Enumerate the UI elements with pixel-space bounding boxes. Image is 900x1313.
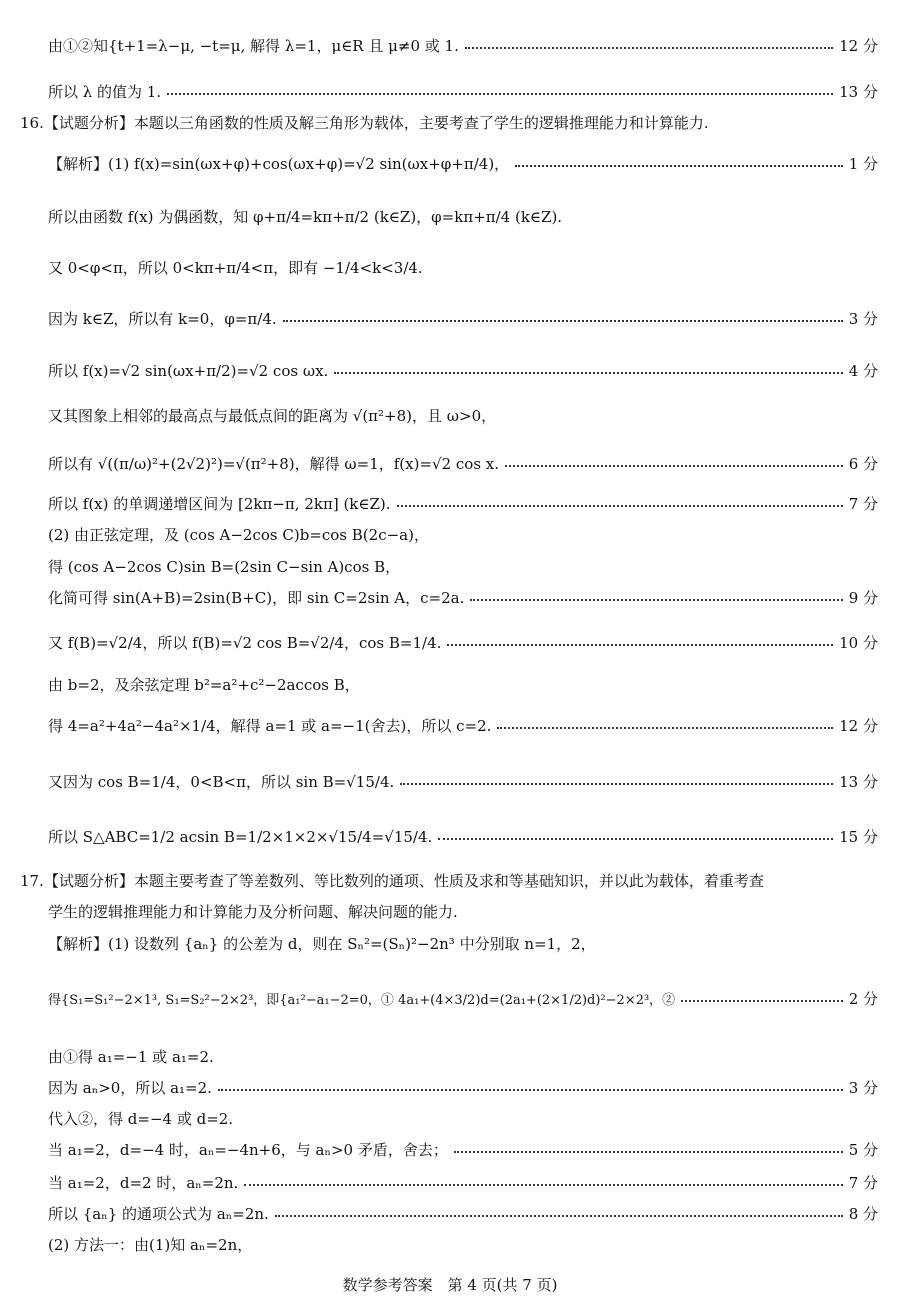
dot-leader bbox=[438, 838, 833, 840]
line-text: 所以有 √((π/ω)²+(2√2)²)=√(π²+8)，解得 ω=1，f(x)=√2 cos x. bbox=[48, 455, 500, 473]
score-label: 15 分 bbox=[839, 828, 878, 846]
line-02 bbox=[48, 81, 878, 102]
line-15 bbox=[48, 632, 878, 653]
line-text: 17.【试题分析】本题主要考查了等差数列、等比数列的通项、性质及求和等基础知识，并以此为载体，着重考查 bbox=[20, 872, 764, 890]
line-04 bbox=[48, 153, 878, 174]
dot-leader bbox=[244, 1184, 842, 1186]
dot-leader bbox=[218, 1089, 843, 1091]
line-23 bbox=[48, 988, 878, 1009]
line-01 bbox=[48, 35, 878, 56]
line-14 bbox=[48, 587, 878, 608]
line-22 bbox=[48, 933, 878, 954]
dot-leader bbox=[470, 599, 842, 601]
dot-leader bbox=[505, 465, 843, 467]
question-17-analysis bbox=[20, 870, 878, 891]
score-label: 9 分 bbox=[848, 589, 878, 607]
line-text: (2) 方法一：由(1)知 aₙ=2n， bbox=[48, 1236, 253, 1254]
score-label: 5 分 bbox=[848, 1141, 878, 1159]
line-text: 学生的逻辑推理能力和计算能力及分析问题、解决问题的能力. bbox=[48, 903, 458, 921]
line-08 bbox=[48, 360, 878, 381]
line-text: 所以 λ 的值为 1. bbox=[48, 83, 162, 101]
line-17 bbox=[48, 715, 878, 736]
line-text: 因为 aₙ>0，所以 a₁=2. bbox=[48, 1079, 212, 1097]
line-26 bbox=[48, 1108, 878, 1129]
score-label: 3 分 bbox=[848, 1079, 878, 1097]
line-text: 代入②，得 d=−4 或 d=2. bbox=[48, 1110, 234, 1128]
line-text: 所以 f(x) 的单调递增区间为 [2kπ−π, 2kπ] (k∈Z). bbox=[48, 495, 391, 513]
line-27 bbox=[48, 1139, 878, 1160]
page-footer: 数学参考答案 第 4 页(共 7 页) bbox=[342, 1276, 558, 1294]
score-label: 13 分 bbox=[839, 83, 878, 101]
line-10 bbox=[48, 453, 878, 474]
score-label: 12 分 bbox=[839, 717, 878, 735]
line-text: 所以 {aₙ} 的通项公式为 aₙ=2n. bbox=[48, 1205, 269, 1223]
line-text: (2) 由正弦定理，及 (cos A−2cos C)b=cos B(2c−a)， bbox=[48, 526, 429, 544]
dot-leader bbox=[515, 165, 843, 167]
score-label: 1 分 bbox=[848, 155, 878, 173]
question-16-analysis bbox=[20, 112, 878, 133]
dot-leader bbox=[497, 727, 833, 729]
line-28 bbox=[48, 1172, 878, 1193]
line-text: 由①得 a₁=−1 或 a₁=2. bbox=[48, 1048, 214, 1066]
line-text: 由①②知{t+1=λ−μ, −t=μ, 解得 λ=1，μ∈R 且 μ≠0 或 1. bbox=[48, 37, 459, 55]
line-text: 【解析】(1) f(x)=sin(ωx+φ)+cos(ωx+φ)=√2 sin(ωx+φ+π/4)， bbox=[48, 155, 510, 173]
score-label: 4 分 bbox=[848, 362, 878, 380]
line-text: 16.【试题分析】本题以三角函数的性质及解三角形为载体，主要考查了学生的逻辑推理能力和计算能力. bbox=[20, 114, 709, 132]
score-label: 10 分 bbox=[839, 634, 878, 652]
dot-leader bbox=[334, 372, 842, 374]
line-19 bbox=[48, 826, 878, 847]
line-text: 又 f(B)=√2/4，所以 f(B)=√2 cos B=√2/4，cos B=1/4. bbox=[48, 634, 442, 652]
score-label: 7 分 bbox=[848, 1174, 878, 1192]
line-text: 由 b=2，及余弦定理 b²=a²+c²−2accos B， bbox=[48, 676, 360, 694]
score-label: 8 分 bbox=[848, 1205, 878, 1223]
line-21 bbox=[48, 901, 878, 922]
line-24 bbox=[48, 1046, 878, 1067]
line-05 bbox=[48, 206, 878, 227]
line-text: 所以 S△ABC=1/2 acsin B=1/2×1×2×√15/4=√15/4. bbox=[48, 828, 433, 846]
line-text: 又因为 cos B=1/4，0<B<π，所以 sin B=√15/4. bbox=[48, 773, 395, 791]
score-label: 12 分 bbox=[839, 37, 878, 55]
line-11 bbox=[48, 493, 878, 514]
line-text: 所以 f(x)=√2 sin(ωx+π/2)=√2 cos ωx. bbox=[48, 362, 329, 380]
dot-leader bbox=[283, 320, 843, 322]
line-13 bbox=[48, 556, 878, 577]
score-label: 7 分 bbox=[848, 495, 878, 513]
dot-leader bbox=[454, 1151, 843, 1153]
dot-leader bbox=[447, 644, 833, 646]
line-25 bbox=[48, 1077, 878, 1098]
line-09 bbox=[48, 405, 878, 426]
line-text: 化简可得 sin(A+B)=2sin(B+C)，即 sin C=2sin A，c=2a. bbox=[48, 589, 465, 607]
line-06 bbox=[48, 257, 878, 278]
line-07 bbox=[48, 308, 878, 329]
line-text: 当 a₁=2，d=2 时，aₙ=2n. bbox=[48, 1174, 239, 1192]
line-text: 又 0<φ<π，所以 0<kπ+π/4<π，即有 −1/4<k<3/4. bbox=[48, 259, 423, 277]
dot-leader bbox=[167, 93, 833, 95]
line-text: 得{S₁=S₁²−2×1³, S₁=S₂²−2×2³，即{a₁²−a₁−2=0，① 4a₁+(4×3/2)d=(2a₁+(2×1/2)d)²−2×2³，② bbox=[48, 993, 676, 1008]
dot-leader bbox=[400, 783, 833, 785]
line-text: 当 a₁=2，d=−4 时，aₙ=−4n+6，与 aₙ>0 矛盾，舍去； bbox=[48, 1141, 448, 1159]
score-label: 6 分 bbox=[848, 455, 878, 473]
line-text: 因为 k∈Z，所以有 k=0，φ=π/4. bbox=[48, 310, 277, 328]
line-30 bbox=[48, 1234, 878, 1255]
score-label: 3 分 bbox=[848, 310, 878, 328]
line-18 bbox=[48, 771, 878, 792]
line-12 bbox=[48, 524, 878, 545]
line-text: 得 4=a²+4a²−4a²×1/4，解得 a=1 或 a=−1(舍去)，所以 c=2. bbox=[48, 717, 492, 735]
line-text: 得 (cos A−2cos C)sin B=(2sin C−sin A)cos B， bbox=[48, 558, 401, 576]
dot-leader bbox=[275, 1215, 843, 1217]
dot-leader bbox=[465, 47, 833, 49]
line-text: 又其图象上相邻的最高点与最低点间的距离为 √(π²+8)，且 ω>0， bbox=[48, 407, 497, 425]
line-29 bbox=[48, 1203, 878, 1224]
score-label: 2 分 bbox=[848, 990, 878, 1008]
line-text: 所以由函数 f(x) 为偶函数，知 φ+π/4=kπ+π/2 (k∈Z)，φ=kπ+π/4 (k∈Z). bbox=[48, 208, 563, 226]
line-text: 【解析】(1) 设数列 {aₙ} 的公差为 d，则在 Sₙ²=(Sₙ)²−2n³ 中分别取 n=1，2， bbox=[48, 935, 596, 953]
score-label: 13 分 bbox=[839, 773, 878, 791]
dot-leader bbox=[681, 1000, 843, 1002]
line-16 bbox=[48, 674, 878, 695]
dot-leader bbox=[397, 505, 843, 507]
